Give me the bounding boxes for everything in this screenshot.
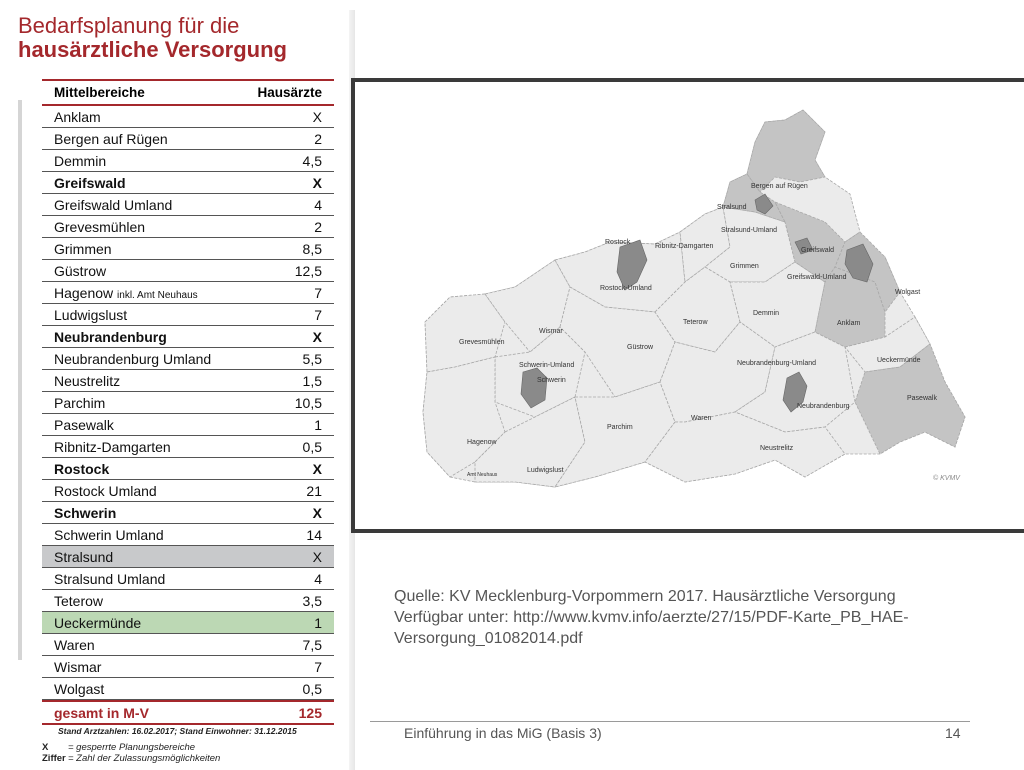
map-label-pasewalk: Pasewalk [907,395,937,402]
table-row [42,282,334,304]
map-label-stralsund-umland: Stralsund-Umland [721,227,778,234]
map-label-stralsund: Stralsund [717,204,747,211]
table-row [42,634,334,656]
row-value: 7 [314,306,322,323]
row-value: 10,5 [294,394,322,411]
row-value: 5,5 [302,350,322,367]
map-label-amt-neuhaus: Amt Neuhaus [467,472,498,478]
table-row [42,436,334,458]
map-label-grimmen: Grimmen [730,263,759,270]
row-value: 4,5 [302,152,322,169]
row-name: Anklam [54,108,101,125]
row-name: Wismar [54,658,102,675]
table-row [42,172,334,194]
header-hausaerzte: Hausärzte [257,85,322,100]
title-line-2: hausärztliche Versorgung [18,37,287,62]
total-label: gesamt in M-V [54,704,149,721]
source-line-3: Versorgung_01082014.pdf [394,630,583,647]
table-row [42,348,334,370]
map-label-neustrelitz: Neustrelitz [760,445,794,452]
source-line-1: Quelle: KV Mecklenburg-Vorpommern 2017. Hausärztliche Versorgung [394,588,896,605]
map-label-hagenow: Hagenow [467,439,497,446]
row-name: Grevesmühlen [54,218,146,235]
map-label-guestrow: Güstrow [627,344,654,351]
map-copyright: © KVMV [933,475,960,482]
row-name: Wolgast [54,680,105,697]
row-name: Demmin [54,152,107,169]
row-value: X [312,504,322,521]
total-value: 125 [298,704,322,721]
map-label-bergen: Bergen auf Rügen [751,183,808,190]
table-row [42,260,334,282]
row-value: X [312,328,322,345]
table-row [42,150,334,172]
row-value: 8,5 [302,240,322,257]
map-frame [351,78,1024,533]
footer-divider [370,721,970,722]
row-name: Teterow [54,592,104,609]
left-panel [0,0,355,768]
table-row [42,678,334,700]
map-label-schwerin: Schwerin [537,377,566,384]
map-label-ludwigslust: Ludwigslust [527,467,564,474]
row-value: 2 [314,130,322,147]
row-name: Rostock [54,460,110,477]
table-row [42,106,334,128]
map-label-greifswald-umland: Greifswald-Umland [787,274,847,281]
table-row [42,304,334,326]
map-label-greifswald: Greifswald [801,247,835,254]
row-value: 0,5 [302,438,322,455]
table-row [42,656,334,678]
table-total-row [42,700,334,725]
row-name-main: Hagenow [54,284,114,301]
row-value: X [312,174,322,191]
title-line-1: Bedarfsplanung für die [18,13,240,38]
mv-region-map [355,82,1024,533]
legend-z-text: = Zahl der Zulassungsmöglichkeiten [68,753,221,764]
table-row [42,458,334,480]
row-name: Neubrandenburg [54,328,167,345]
map-label-neubrandenburg-umland: Neubrandenburg-Umland [737,360,816,367]
row-value: 1 [314,614,322,631]
table-row [42,326,334,348]
table-row [42,590,334,612]
row-name: Schwerin Umland [54,526,164,543]
table-header [42,79,334,106]
row-name: Greifswald Umland [54,196,173,213]
map-label-ribnitz: Ribnitz-Damgarten [655,243,714,250]
map-label-grevesmuehlen: Grevesmühlen [459,339,505,346]
map-label-parchim: Parchim [607,424,633,431]
page-number: 14 [945,725,961,741]
decorative-bar [18,100,22,660]
row-value: X [312,108,322,125]
map-label-neubrandenburg: Neubrandenburg [797,403,850,410]
map-label-demmin: Demmin [753,310,780,317]
row-name: Parchim [54,394,106,411]
row-name: Stralsund Umland [54,570,166,587]
table-row [42,480,334,502]
row-name: Waren [54,636,95,653]
map-label-ueckermuende: Ueckermünde [877,357,921,364]
table-row [42,502,334,524]
map-label-schwerin-umland: Schwerin-Umland [519,362,575,369]
row-value: 3,5 [302,592,322,609]
row-name: Ribnitz-Damgarten [54,438,171,455]
map-label-anklam: Anklam [837,320,861,327]
source-line-2: Verfügbar unter: http://www.kvmv.info/aerzte/27/15/PDF-Karte_PB_HAE- [394,609,909,626]
table-row [42,238,334,260]
row-name: Ludwigslust [54,306,128,323]
row-value: 12,5 [294,262,322,279]
row-name [42,285,242,301]
row-value: 7,5 [302,636,322,653]
map-label-rostock-umland: Rostock-Umland [600,285,652,292]
row-name-suffix: inkl. Amt Neuhaus [117,289,198,301]
row-value: 21 [306,482,322,499]
table-row [42,414,334,436]
row-value: 7 [314,284,322,301]
table-row-highlighted-green [42,612,334,634]
row-name: Neubrandenburg Umland [54,350,212,367]
row-value: 4 [314,570,322,587]
map-label-wismar: Wismar [539,328,563,335]
table-row [42,128,334,150]
row-name: Rostock Umland [54,482,157,499]
row-name: Ueckermünde [54,614,142,631]
header-mittelbereiche: Mittelbereiche [54,85,145,100]
row-name: Stralsund [54,548,114,565]
row-name: Neustrelitz [54,372,121,389]
table-row [42,216,334,238]
table-row [42,568,334,590]
source-citation [394,586,909,649]
map-label-rostock: Rostock [605,239,631,246]
map-label-waren: Waren [691,415,712,422]
row-value: 2 [314,218,322,235]
row-value: 0,5 [302,680,322,697]
row-name: Pasewalk [54,416,114,433]
table-row [42,524,334,546]
row-value: 1,5 [302,372,322,389]
row-value: X [312,548,322,565]
row-name: Güstrow [54,262,107,279]
legend-z-key: Ziffer [42,753,66,764]
row-value: 1 [314,416,322,433]
table-legend [42,742,220,764]
table-footnote: Stand Arztzahlen: 16.02.2017; Stand Einwohner: 31.12.2015 [58,726,297,736]
legend-x-text: = gesperrte Planungsbereiche [68,742,196,753]
row-name: Grimmen [54,240,112,257]
map-label-wolgast: Wolgast [895,289,921,296]
row-value: X [312,460,322,477]
table-row [42,370,334,392]
row-value: 14 [306,526,322,543]
table-row [42,194,334,216]
row-name: Greifswald [54,174,126,191]
map-label-teterow: Teterow [683,319,708,326]
planning-table [42,79,334,725]
table-row-highlighted-gray [42,546,334,568]
row-name: Schwerin [54,504,117,521]
row-value: 7 [314,658,322,675]
row-name: Bergen auf Rügen [54,130,168,147]
table-row [42,392,334,414]
row-value: 4 [314,196,322,213]
slide-title [18,14,287,62]
legend-x-key: X [42,742,49,753]
footer-text: Einführung in das MiG (Basis 3) [404,725,602,741]
